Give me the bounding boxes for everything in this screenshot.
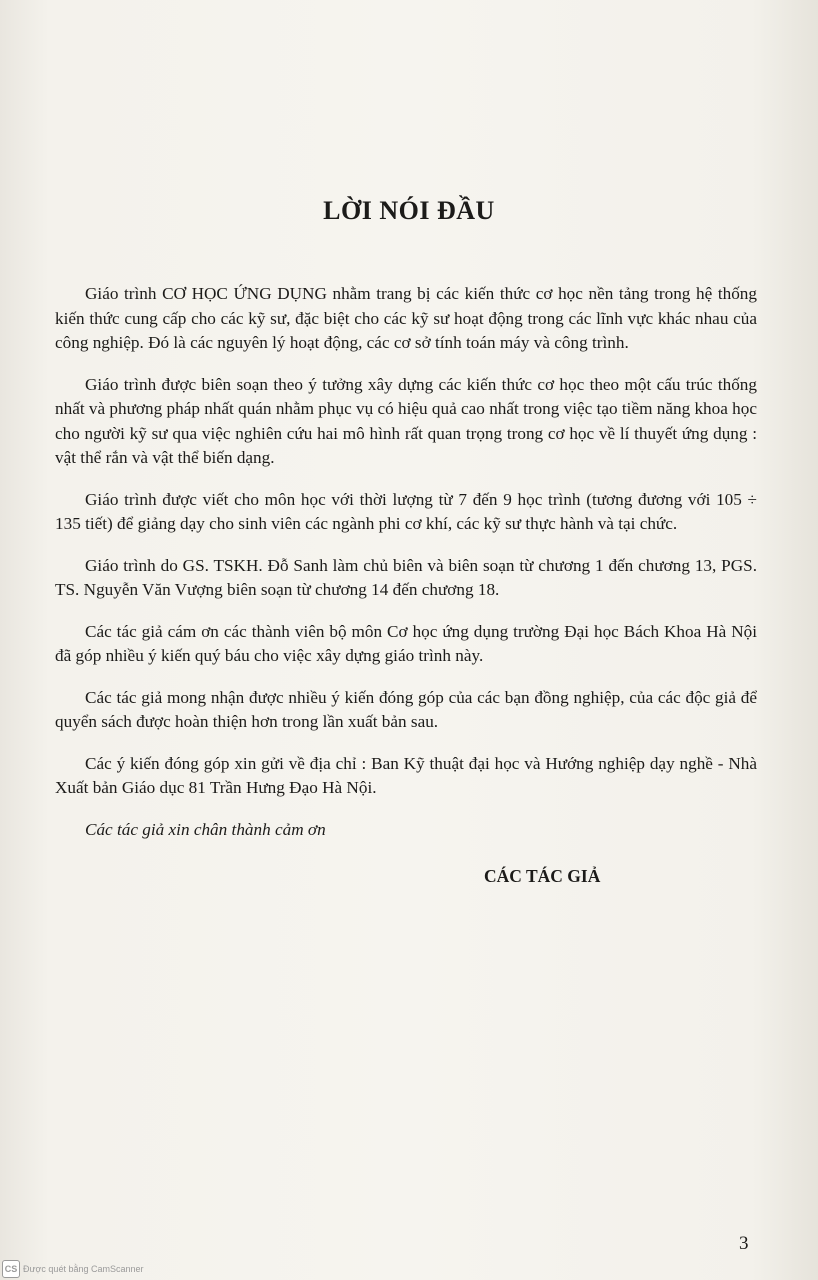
author-signature: CÁC TÁC GIẢ: [484, 866, 601, 886]
paragraph-2: Giáo trình được biên soạn theo ý tưởng xây dựng các kiến thức cơ học theo một cấu trúc thống nhất và phương pháp nhất quán nhằm phục vụ có hiệu quả cao nhất trong việc tạo tiềm năng khoa học cho người kỹ sư qua việc nghiên cứu hai mô hình rất quan trọng trong cơ học về lí thuyết ứng dụng : vật thể rắn và vật thể biến dạng.: [55, 374, 757, 467]
scanner-watermark: [0, 1258, 144, 1280]
page-title: LỜI NÓI ĐẦU: [323, 196, 495, 225]
paragraph-6: Các tác giả mong nhận được nhiều ý kiến đóng góp của các bạn đồng nghiệp, của các độc giả để quyển sách được hoàn thiện hơn trong lần xuất bản sau.: [55, 687, 757, 731]
closing-line: Các tác giả xin chân thành cảm ơn: [85, 819, 326, 839]
paragraph-5: Các tác giả cám ơn các thành viên bộ môn Cơ học ứng dụng trường Đại học Bách Khoa Hà Nội đã góp nhiều ý kiến quý báu cho việc xây dựng giáo trình này.: [55, 621, 757, 665]
preface-body: [55, 282, 757, 859]
paragraph-1: Giáo trình CƠ HỌC ỨNG DỤNG nhằm trang bị các kiến thức cơ học nền tảng trong hệ thống kiến thức cung cấp cho các kỹ sư, đặc biệt cho các kỹ sư hoạt động trong các lĩnh vực khác nhau của công nghiệp. Đó là các nguyên lý hoạt động, các cơ sở tính toán máy và công trình.: [55, 284, 757, 352]
camscanner-logo-icon: CS: [2, 1260, 20, 1278]
page-number: 3: [739, 1233, 749, 1254]
paragraph-4: Giáo trình do GS. TSKH. Đỗ Sanh làm chủ biên và biên soạn từ chương 1 đến chương 13, PGS. TS. Nguyễn Văn Vượng biên soạn từ chương 14 đến chương 18.: [55, 555, 757, 599]
paragraph-3: Giáo trình được viết cho môn học với thời lượng từ 7 đến 9 học trình (tương đương với 105 ÷ 135 tiết) để giảng dạy cho sinh viên các ngành phi cơ khí, các kỹ sư thực hành và tại chức.: [55, 489, 757, 533]
paragraph-7: Các ý kiến đóng góp xin gửi về địa chỉ : Ban Kỹ thuật đại học và Hướng nghiệp dạy nghề - Nhà Xuất bản Giáo dục 81 Trần Hưng Đạo Hà Nội.: [55, 753, 757, 797]
watermark-text: Được quét bằng CamScanner: [23, 1264, 144, 1274]
